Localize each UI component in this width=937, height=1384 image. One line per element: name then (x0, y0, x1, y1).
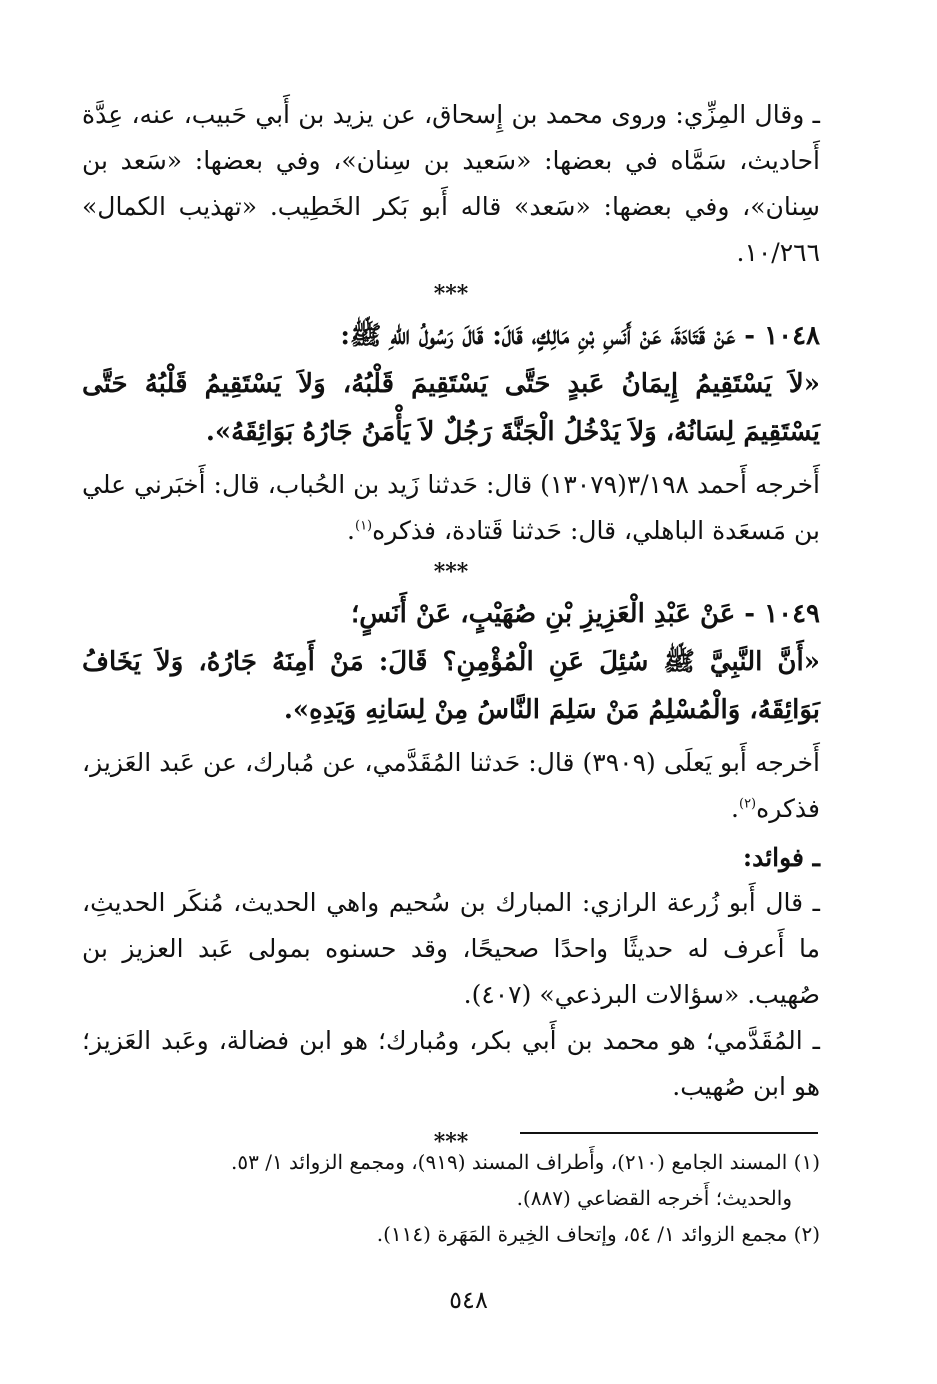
separator-2: *** (433, 559, 469, 585)
footnote-1-continuation: والحديث؛ أَخرجه القضاعي (٨٨٧). (516, 1186, 792, 1210)
takhrij-1048-text: أَخرجه أَحمد ٣/١٩٨(١٣٠٧٩) قال: حَدثنا زَيد بن الحُباب، قال: أَخبَرني علي بن مَسعَدة الباهلي، قال: حَدثنا قَتادة، فذكره (82, 470, 820, 545)
footnote-2: (٢) مجمع الزوائد ١/ ٥٤، وإتحاف الخِيرة المَهَرة (١١٤). (376, 1222, 820, 1246)
hadith-1048-heading: ١٠٤٨ - عَنْ قَتَادَةَ، عَنْ أَنَسِ بْنِ مَالِكٍ، قَالَ: قَالَ رَسُولُ اللهِ ﷺ: (340, 321, 820, 351)
fawaid-paragraph-2: ـ المُقَدَّمي؛ هو محمد بن أَبي بكر، ومُبارك؛ هو ابن فضالة، وعَبد العَزيز؛ هو ابن صُهيب. (82, 1026, 820, 1101)
fawaid-title: ـ فوائد: (742, 843, 820, 872)
footnote-divider (520, 1132, 818, 1134)
footnote-ref-1: (١) (354, 518, 373, 534)
footnote-ref-2: (٢) (738, 796, 757, 812)
separator-1: *** (433, 281, 469, 307)
hadith-1048-text: «لاَ يَسْتَقِيمُ إِيمَانُ عَبدٍ حَتَّى يَسْتَقِيمَ قَلْبُهُ، وَلاَ يَسْتَقِيمُ قَلْبُهُ حَتَّى يَسْتَقِيمَ لِسَانُهُ، وَلاَ يَدْخُلُ الْجَنَّةَ رَجُلٌ لاَ يَأْمَنُ جَارُهُ بَوَائِقَهُ». (82, 369, 820, 447)
page-number: ٥٤٨ (449, 1286, 488, 1314)
hadith-1048-takhrij: أَخرجه أَحمد ٣/١٩٨(١٣٠٧٩) قال: حَدثنا زَيد بن الحُباب، قال: أَخبَرني علي بن مَسعَدة الباهلي، قال: حَدثنا قَتادة، فذكره$^{(١)}$. (82, 470, 820, 545)
hadith-1049-takhrij: أَخرجه أَبو يَعلَى (٣٩٠٩) قال: حَدثنا المُقَدَّمي، عن مُبارك، عن عَبد العَزيز، فذكره$^{(٢)}$. (82, 748, 820, 823)
hadith-1049-heading: ١٠٤٩ - عَنْ عَبْدِ الْعَزِيزِ بْنِ صُهَيْبٍ، عَنْ أَنَسٍ؛ (350, 599, 820, 629)
hadith-1049-text: «أَنَّ النَّبِيَّ ﷺ سُئِلَ عَنِ الْمُؤْمِنِ؟ قَالَ: مَنْ أَمِنَهُ جَارُهُ، وَلاَ يَخَافُ بَوَائِقَهُ، وَالْمُسْلِمُ مَنْ سَلِمَ النَّاسُ مِنْ لِسَانِهِ وَيَدِهِ». (82, 647, 820, 725)
paragraph-mizzi: ـ وقال المِزِّي: وروى محمد بن إِسحاق، عن يزيد بن أَبي حَبيب، عنه، عِدَّة أَحاديث، سَمَّاه في بعضها: «سَعيد بن سِنان»، وفي بعضها: «سَعد بن سِنان»، وفي بعضها: «سَعد» قاله أَبو بَكر الخَطِيب. «تهذيب الكمال» ١٠/٢٦٦. (82, 100, 820, 267)
separator-3: *** (433, 1129, 469, 1155)
footnotes-section (82, 1144, 820, 1252)
takhrij-1049-text: أَخرجه أَبو يَعلَى (٣٩٠٩) قال: حَدثنا المُقَدَّمي، عن مُبارك، عن عَبد العَزيز، فذكره (82, 748, 820, 823)
footnote-1: (١) المسند الجامع (٢١٠)، وأَطراف المسند (٩١٩)، ومجمع الزوائد ١/ ٥٣. (231, 1150, 820, 1174)
page-body (82, 92, 820, 1160)
fawaid-paragraph-1: ـ قال أَبو زُرعة الرازي: المبارك بن سُحيم واهي الحديث، مُنكَر الحديثِ، ما أَعرف له حديثًا واحدًا صحيحًا، وقد حسنوه بمولى عَبد العزيز بن صُهيب. «سؤالات البرذعي» (٤٠٧). (82, 888, 820, 1009)
